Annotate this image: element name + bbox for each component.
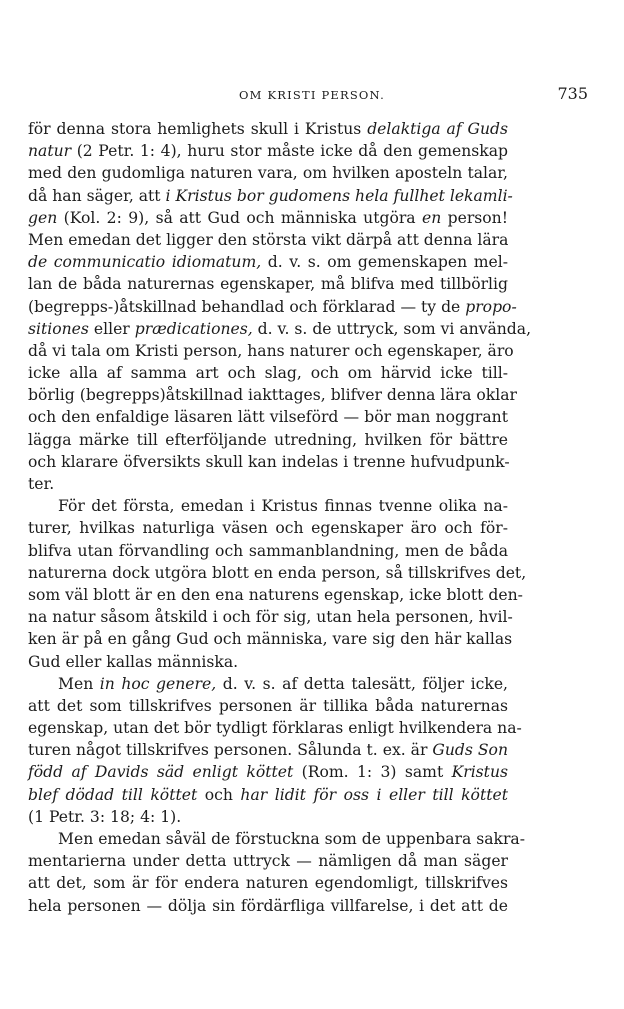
text-run: ken är på en gång Gud och människa, vare sig den här kallas xyxy=(28,630,513,649)
text-line xyxy=(28,451,508,473)
text-line xyxy=(28,540,508,562)
text-run: eller xyxy=(88,319,135,338)
text-run: turer, hvilkas naturliga väsen och egenskaper äro och för- xyxy=(28,519,508,538)
text-run: För det första, emedan i Kristus finnas tvenne olika na- xyxy=(58,497,508,516)
text-run: ter. xyxy=(28,475,55,493)
text-run: och xyxy=(197,785,241,804)
text-line xyxy=(28,207,508,229)
body-text xyxy=(28,118,532,917)
text-run: (Rom. 1: 3) samt xyxy=(293,763,452,782)
text-line xyxy=(28,895,508,917)
text-run: Gud eller kallas människa. xyxy=(28,652,239,671)
text-run: lägga märke till efterföljande utredning, hvilken för bättre xyxy=(28,430,508,449)
italic-text: Kristus xyxy=(451,763,508,782)
text-run: (1 Petr. 3: 18; 4: 1). xyxy=(28,807,182,826)
text-run: hela personen — dölja sin fördärfliga villfarelse, i det att de xyxy=(28,896,508,915)
text-run: icke alla af samma art och slag, och om härvid icke till- xyxy=(28,364,508,383)
text-line xyxy=(28,185,513,207)
italic-text: Guds Son xyxy=(432,741,508,760)
text-line xyxy=(28,695,508,717)
italic-text: sitiones xyxy=(28,319,89,338)
text-line xyxy=(28,162,508,184)
text-line xyxy=(28,296,517,318)
text-line xyxy=(28,406,508,428)
text-line xyxy=(28,362,508,384)
text-run: d. v. s. de uttryck, som vi använda, xyxy=(252,319,532,338)
text-run: person! xyxy=(441,208,508,227)
text-run: för denna stora hemlighets skull i Kristus xyxy=(28,120,368,138)
italic-text: propo- xyxy=(465,297,517,316)
text-line xyxy=(28,429,508,451)
text-run: att det, som är för endera naturen egendomligt, tillskrifves xyxy=(28,874,508,893)
text-line xyxy=(28,628,513,650)
text-run: då vi tala om Kristi person, hans naturer och egenskaper, äro xyxy=(28,341,514,360)
text-line xyxy=(28,828,525,850)
text-line xyxy=(28,562,527,584)
text-run: med den gudomliga naturen vara, om hvilken aposteln talar, xyxy=(28,164,508,183)
text-line xyxy=(28,517,508,539)
text-line xyxy=(28,651,508,673)
text-run: lan de båda naturernas egenskaper, må blifva med tillbörlig xyxy=(28,275,508,294)
text-run: Men emedan det ligger den största vikt därpå att denna lära xyxy=(28,230,509,249)
text-run: (begrepps-)åtskillnad behandlad och förklarad — ty de xyxy=(28,297,466,316)
italic-text: har lidit för oss i eller till köttet xyxy=(240,785,508,804)
text-line xyxy=(28,872,508,894)
italic-text: in hoc genere, xyxy=(99,674,217,693)
text-line xyxy=(28,739,508,761)
text-run: egenskap, utan det bör tydligt förklaras enligt hvilkendera na- xyxy=(28,719,522,738)
text-run: blifva utan förvandling och sammanblandning, men de båda xyxy=(28,541,508,560)
text-run: då han säger, att xyxy=(28,186,166,205)
italic-text: född af Davids säd enligt köttet xyxy=(28,763,294,782)
text-line xyxy=(28,717,522,739)
text-line xyxy=(28,584,523,606)
text-run: Men xyxy=(58,674,100,693)
text-run: som väl blott är en den ena naturens egenskap, icke blott den- xyxy=(28,585,523,604)
italic-text: delaktiga af Guds xyxy=(367,120,508,138)
italic-text: natur xyxy=(28,142,72,161)
text-run: d. v. s. om gemenskapen mel- xyxy=(261,253,508,272)
italic-text: prædicationes, xyxy=(134,319,253,338)
text-line xyxy=(28,384,517,406)
text-run: na natur såsom åtskild i och för sig, utan hela personen, hvil- xyxy=(28,608,513,627)
italic-text: gen xyxy=(28,208,58,227)
text-line xyxy=(28,140,508,162)
text-run: att det som tillskrifves personen är tillika båda naturernas xyxy=(28,696,508,715)
italic-text: i Kristus bor gudomens hela fullhet lekamli- xyxy=(165,186,513,205)
text-line xyxy=(28,318,532,340)
text-line xyxy=(28,761,508,783)
text-run: (Kol. 2: 9), så att Gud och människa utgöra xyxy=(57,208,422,227)
text-run: turen något tillskrifves personen. Sålunda t. ex. är xyxy=(28,741,433,760)
text-line xyxy=(28,251,508,273)
text-line xyxy=(28,118,508,140)
text-line xyxy=(28,340,514,362)
text-line xyxy=(28,850,508,872)
text-line xyxy=(28,495,508,517)
text-run: och klarare öfversikts skull kan indelas i trenne hufvudpunk- xyxy=(28,452,510,471)
text-line xyxy=(28,229,508,251)
text-run: och den enfaldige läsaren lätt vilseförd — bör man noggrant xyxy=(28,408,508,427)
text-run: mentarierna under detta uttryck — nämligen då man säger xyxy=(28,852,508,871)
text-line xyxy=(28,606,513,628)
text-run: Men emedan såväl de förstuckna som de uppenbara sakra- xyxy=(58,830,525,848)
italic-text: de communicatio idiomatum, xyxy=(28,253,262,272)
text-line xyxy=(28,473,508,495)
text-run: naturerna dock utgöra blott en enda person, så tillskrifves det, xyxy=(28,563,527,582)
text-line xyxy=(28,784,508,806)
italic-text: blef dödad till köttet xyxy=(28,785,198,804)
italic-text: en xyxy=(421,208,442,227)
page-number: 735 xyxy=(557,84,588,103)
running-title: OM KRISTI PERSON. xyxy=(239,88,385,102)
text-line xyxy=(28,806,508,828)
text-run: d. v. s. af detta talesätt, följer icke, xyxy=(216,674,508,693)
page-header xyxy=(28,84,596,108)
text-line xyxy=(28,273,508,295)
text-run: börlig (begrepps)åtskillnad iakttages, blifver denna lära oklar xyxy=(28,386,517,405)
text-line xyxy=(28,673,508,695)
text-run: (2 Petr. 1: 4), huru stor måste icke då den gemenskap xyxy=(71,142,508,161)
